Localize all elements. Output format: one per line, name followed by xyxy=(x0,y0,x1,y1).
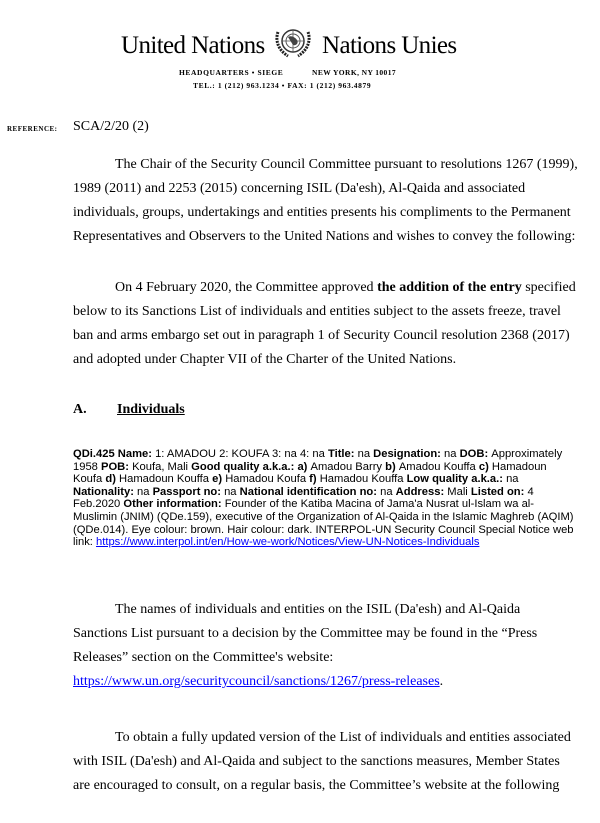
entry-field-value: Hamadou Koufa xyxy=(225,473,310,486)
letterhead-name-fr: Nations Unies xyxy=(322,32,457,59)
entry-field-value: Mali xyxy=(447,485,471,498)
reference-label: REFERENCE: xyxy=(7,125,58,133)
entry-field-label: Good quality a.k.a.: a) xyxy=(191,460,311,473)
un-emblem-icon xyxy=(272,24,314,62)
paragraph-addition xyxy=(73,276,578,372)
entry-field-value: na xyxy=(357,448,374,460)
letterhead-address: HEADQUARTERS • SIEGE xyxy=(179,68,284,77)
paragraph-updated-list: To obtain a fully updated version of the List of individuals and entities associated with ISIL (Da'esh) and Al-Qaida and subject to the sanctions measures, Member States are encouraged to consult, on a regular basis, the Committee’s website at the following xyxy=(73,730,571,793)
entry-field-label: Other information: xyxy=(123,498,225,511)
entry-field-label: Low quality a.k.a.: xyxy=(406,473,507,486)
entry-field-value: Amadou Kouffa xyxy=(398,460,479,473)
reference-value: SCA/2/20 (2) xyxy=(73,119,149,134)
text: specified below to its Sanctions List of individuals and entities subject to the assets freeze, travel ban and arms embargo set out in paragraph 1 of Security Council resolution 2368 (2017) and adopted under Chapter VII of the Charter of the United Nations. xyxy=(73,280,576,367)
letterhead-city: NEW YORK, NY 10017 xyxy=(312,68,397,77)
section-heading xyxy=(73,402,185,418)
entry-field-label: b) xyxy=(385,460,399,473)
entry-field-label: Address: xyxy=(395,485,448,498)
entry-field-label: c) xyxy=(478,460,492,473)
entry-field-value: Hamadoun Koufa xyxy=(73,460,547,486)
entry-field-value: na xyxy=(380,485,396,498)
letterhead-name-en: United Nations xyxy=(121,32,265,59)
sanctions-entry xyxy=(73,448,578,549)
entry-field-label: DOB: xyxy=(459,448,492,460)
text: On 4 February 2020, the Committee approved xyxy=(115,280,378,295)
press-releases-link[interactable]: https://www.un.org/securitycouncil/sanctions/1267/press-releases xyxy=(73,674,440,689)
entry-field-value: Founder of the Katiba Macina of Jama'a Nusrat ul-Islam wa al-Muslimin (JNIM) (QDe.159), executive of the Organization of Al-Qaida in the Islamic Maghreb (AQIM) (QDe.014). Eye colour: brown. Hair colour: dark. INTERPOL-UN Security Council Special Notice web link: xyxy=(73,498,574,549)
entry-field-value: 4 Feb.2020 xyxy=(73,485,534,511)
bold-text: the addition of the entry xyxy=(377,280,522,295)
paragraph-intro: The Chair of the Security Council Committee pursuant to resolutions 1267 (1999), 1989 (2011) and 2253 (2015) concerning ISIL (Da'esh), Al-Qaida and associated individuals, groups, undertakings and entities presents his compliments to the Permanent Representatives and Observers to the United Nations and wishes to convey the following: xyxy=(73,157,578,244)
paragraph-press-releases xyxy=(73,598,578,694)
entry-field-value: 1: AMADOU 2: KOUFA 3: na 4: na xyxy=(155,448,328,460)
entry-field-label: National identification no: xyxy=(239,485,381,498)
entry-field-label: Listed on: xyxy=(470,485,528,498)
entry-field-value: na xyxy=(137,485,153,498)
section-title: Individuals xyxy=(117,402,185,417)
entry-field-label: QDi.425 Name: xyxy=(73,448,156,460)
letterhead-phone-fax: TEL.: 1 (212) 963.1234 • FAX: 1 (212) 963.4879 xyxy=(193,81,372,90)
entry-field-label: e) xyxy=(212,473,226,486)
text: The names of individuals and entities on the ISIL (Da'esh) and Al-Qaida Sanctions List pursuant to a decision by the Committee may be found in the “Press Releases” section on the Committee's website: xyxy=(73,602,538,665)
entry-field-value: Approximately 1958 xyxy=(73,448,563,473)
entry-field-value: Koufa, Mali xyxy=(132,460,192,473)
entry-field-value: Hamadou Kouffa xyxy=(319,473,407,486)
entry-field-value: na xyxy=(224,485,240,498)
entry-field-value: na xyxy=(506,473,519,486)
section-letter: A. xyxy=(73,402,87,417)
entry-field-label: d) xyxy=(105,473,120,486)
entry-field-label: Title: xyxy=(327,448,358,460)
entry-field-value: Amadou Barry xyxy=(310,460,386,473)
entry-field-label: f) xyxy=(309,473,320,486)
entry-field-label: Nationality: xyxy=(73,485,138,498)
entry-field-value: na xyxy=(444,448,460,460)
text: . xyxy=(439,674,444,689)
entry-field-label: POB: xyxy=(101,460,133,473)
entry-field-label: Passport no: xyxy=(152,485,225,498)
entry-field-label: Designation: xyxy=(373,448,445,460)
entry-field-value: Hamadoun Kouffa xyxy=(119,473,213,486)
interpol-link[interactable]: https://www.interpol.int/en/How-we-work/Notices/View-UN-Notices-Individuals xyxy=(96,536,480,549)
